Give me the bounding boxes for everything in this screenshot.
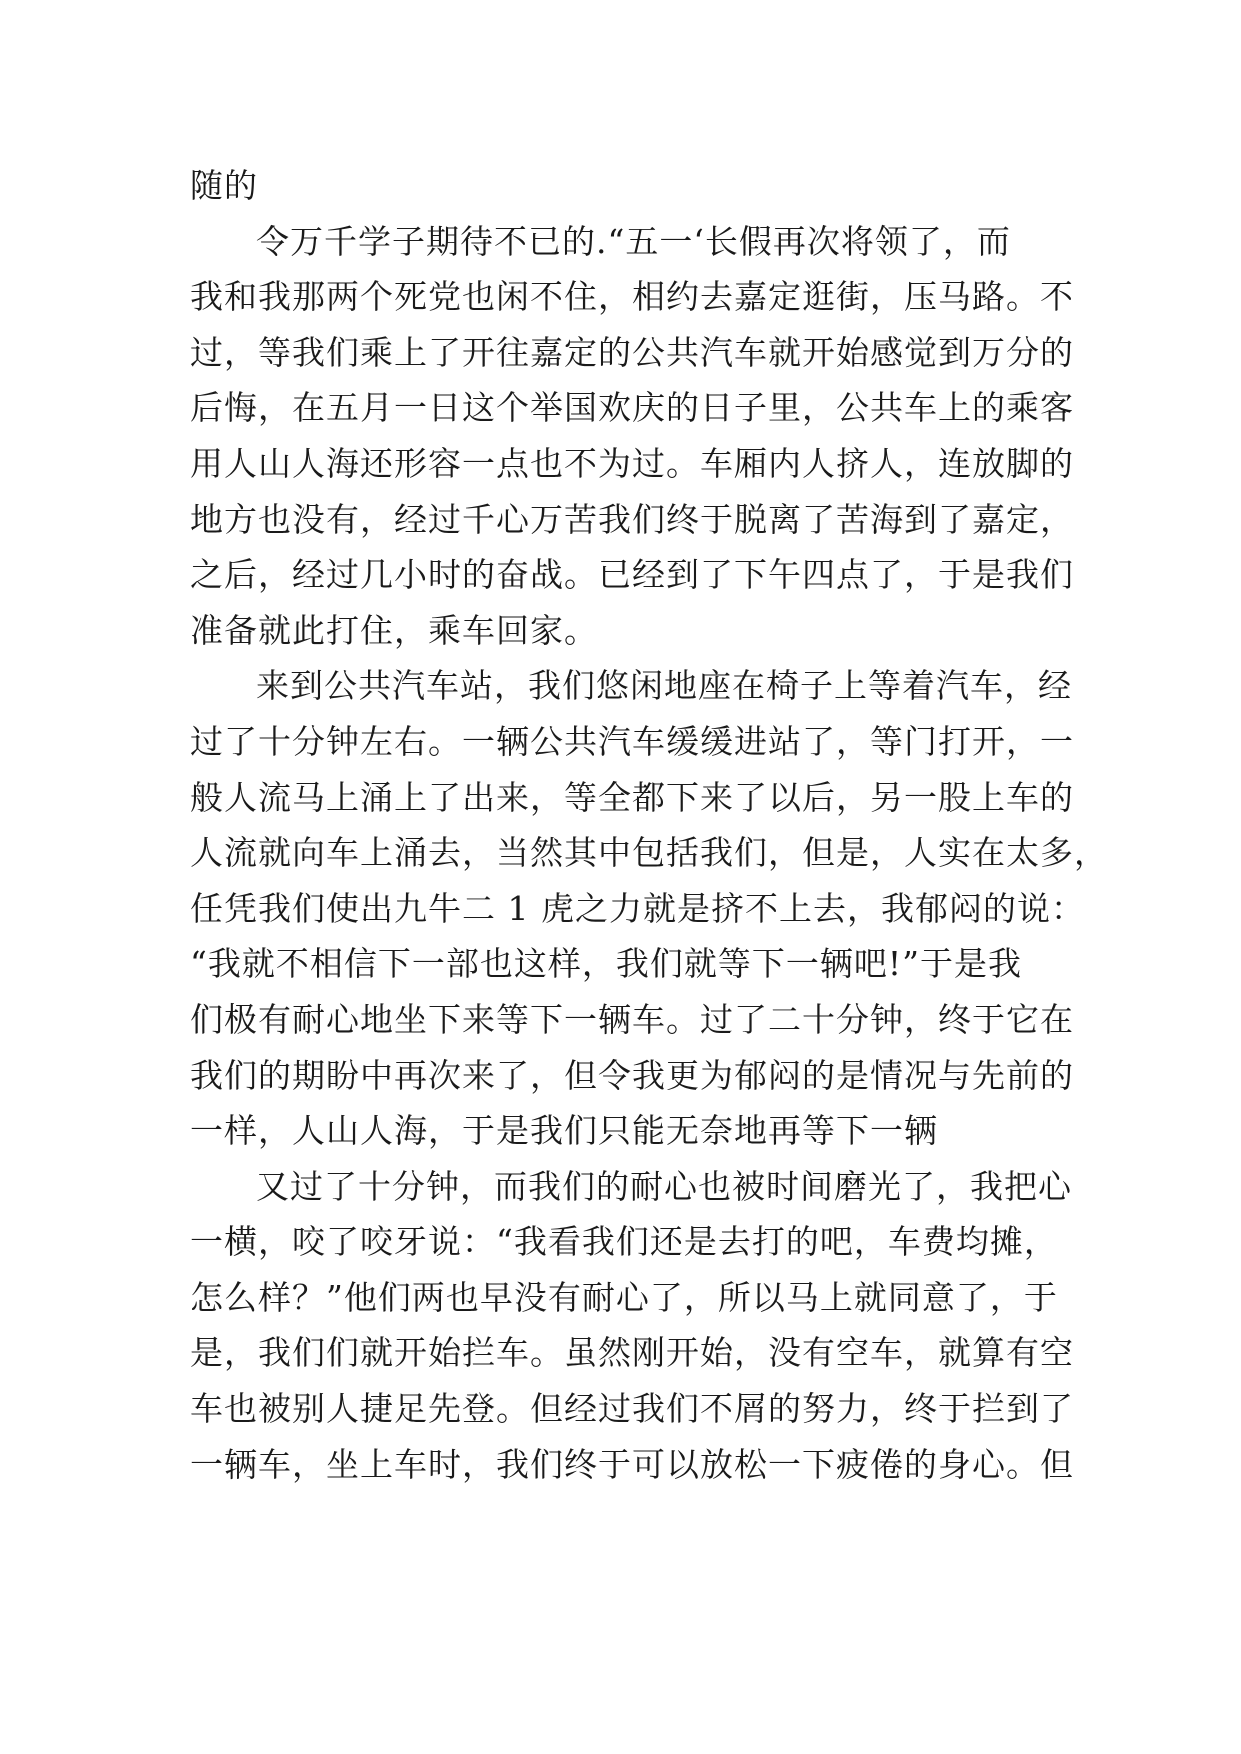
text-line: 又过了十分钟，而我们的耐心也被时间磨光了，我把心 [256, 1166, 1072, 1206]
text-line: 过，等我们乘上了开往嘉定的公共汽车就开始感觉到万分的 [190, 332, 1074, 372]
body-text [190, 158, 1108, 1492]
text-line: 怎么样？”他们两也早没有耐心了，所以马上就同意了，于 [190, 1277, 1058, 1317]
text-line: 来到公共汽车站，我们悠闲地座在椅子上等着汽车，经 [256, 666, 1072, 706]
text-line: 过了十分钟左右。一辆公共汽车缓缓进站了，等门打开，一 [190, 721, 1074, 761]
text-line: 我和我那两个死党也闲不住，相约去嘉定逛街，压马路。不 [190, 277, 1074, 317]
text-line: 们极有耐心地坐下来等下一辆车。过了二十分钟，终于它在 [190, 999, 1074, 1039]
text-line: 令万千学子期待不已的.“五一‘长假再次将领了，而 [256, 221, 1011, 261]
text-line: “我就不相信下一部也这样，我们就等下一辆吧!”于是我 [190, 944, 1023, 984]
text-line: 一样，人山人海，于是我们只能无奈地再等下一辆 [190, 1111, 938, 1151]
text-line: 般人流马上涌上了出来，等全都下来了以后，另一股上车的 [190, 777, 1074, 817]
text-line: 用人山人海还形容一点也不为过。车厢内人挤人，连放脚的 [190, 443, 1074, 483]
text-line: 地方也没有，经过千心万苦我们终于脱离了苦海到了嘉定， [190, 499, 1074, 539]
text-line: 一横，咬了咬牙说：“我看我们还是去打的吧，车费均摊， [190, 1222, 1058, 1262]
text-line: 车也被别人捷足先登。但经过我们不屑的努力，终于拦到了 [190, 1389, 1074, 1429]
text-line: 后悔，在五月一日这个举国欢庆的日子里，公共车上的乘客 [190, 388, 1074, 428]
text-line: 随的 [190, 166, 258, 205]
text-line: 一辆车，坐上车时，我们终于可以放松一下疲倦的身心。但 [190, 1444, 1074, 1484]
text-line: 任凭我们使出九牛二 1 虎之力就是挤不上去，我郁闷的说： [190, 888, 1085, 928]
text-line: 之后，经过几小时的奋战。已经到了下午四点了，于是我们 [190, 555, 1074, 595]
text-line: 是，我们们就开始拦车。虽然刚开始，没有空车，就算有空 [190, 1333, 1074, 1373]
text-line: 准备就此打住，乘车回家。 [190, 610, 598, 650]
text-line: 人流就向车上涌去，当然其中包括我们，但是，人实在太多， [190, 833, 1108, 873]
text-line: 我们的期盼中再次来了，但令我更为郁闷的是情况与先前的 [190, 1055, 1074, 1095]
